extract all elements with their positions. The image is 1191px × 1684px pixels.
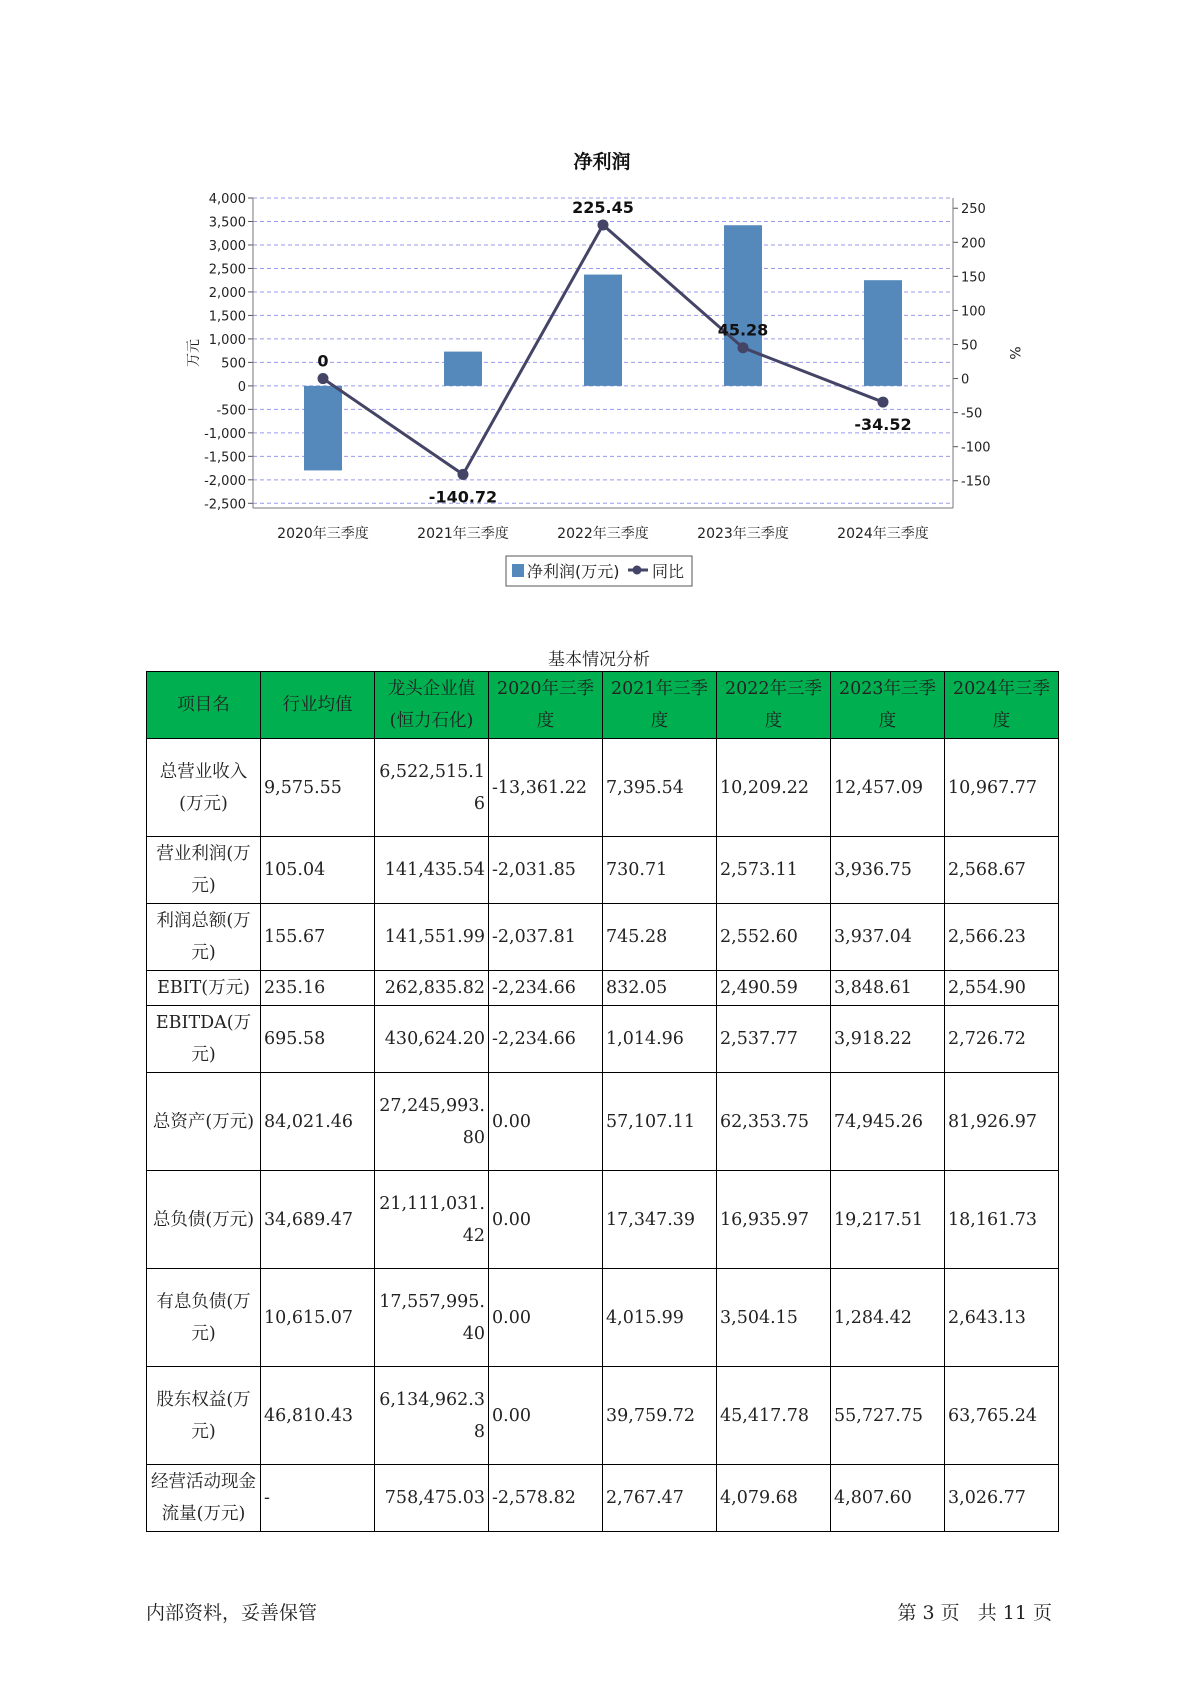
row-value-cell: 3,936.75: [831, 837, 945, 904]
y-tick-label: 3,500: [208, 215, 246, 231]
bar-net-profit: [584, 275, 622, 386]
row-value-cell: 4,015.99: [603, 1269, 717, 1367]
row-value-cell: 2,554.90: [945, 971, 1059, 1006]
yoy-point: [458, 469, 469, 480]
row-value-cell: 0.00: [489, 1367, 603, 1465]
row-item-name: 总营业收入(万元): [147, 739, 261, 837]
y-tick-label: 3,000: [208, 238, 246, 254]
legend-bar-label: 净利润(万元): [527, 562, 620, 581]
y-right-tick-label: 250: [961, 202, 986, 218]
chart-title: 净利润: [573, 151, 631, 173]
row-value-cell: -13,361.22: [489, 739, 603, 837]
row-value-cell: -2,234.66: [489, 1006, 603, 1073]
header-2020q3: 2020年三季度: [489, 672, 603, 739]
y-tick-label: -2,500: [204, 497, 246, 513]
y-tick-label: 4,000: [208, 192, 246, 207]
y-right-tick-label: 50: [961, 338, 978, 354]
yoy-point: [318, 373, 329, 384]
x-tick-label: 2023年三季度: [697, 526, 789, 542]
table-title: 基本情况分析: [548, 650, 650, 670]
header-2023q3: 2023年三季度: [831, 672, 945, 739]
y-axis-label: 万元: [186, 339, 202, 367]
row-value-cell: 45,417.78: [717, 1367, 831, 1465]
row-value-cell: 3,848.61: [831, 971, 945, 1006]
y-tick-label: -2,000: [204, 473, 246, 489]
row-value-cell: -2,234.66: [489, 971, 603, 1006]
yoy-data-label: -34.52: [854, 415, 912, 435]
chart-x-ticks: [277, 525, 929, 542]
row-value-cell: 3,026.77: [945, 1465, 1059, 1532]
row-value-cell: 10,615.07: [261, 1269, 375, 1367]
row-value-cell: 758,475.03: [375, 1465, 489, 1532]
bar-net-profit: [724, 225, 762, 386]
row-value-cell: 6,134,962.38: [375, 1367, 489, 1465]
footer-confidential-note: 内部资料，妥善保管: [146, 1602, 318, 1624]
table-row: [147, 971, 1059, 1006]
table-row: [147, 1367, 1059, 1465]
yoy-data-label: 0: [317, 351, 329, 371]
row-value-cell: 55,727.75: [831, 1367, 945, 1465]
table-row: [147, 1465, 1059, 1532]
row-value-cell: 2,568.67: [945, 837, 1059, 904]
y-tick-label: -500: [216, 403, 246, 419]
table-row: [147, 904, 1059, 971]
row-value-cell: 2,767.47: [603, 1465, 717, 1532]
header-leader-value: 龙头企业值(恒力石化): [375, 672, 489, 739]
table-header-row: [147, 672, 1059, 739]
y-right-tick-label: -50: [961, 406, 983, 422]
row-value-cell: 262,835.82: [375, 971, 489, 1006]
row-value-cell: 2,566.23: [945, 904, 1059, 971]
yoy-point: [878, 397, 889, 408]
row-value-cell: 4,079.68: [717, 1465, 831, 1532]
row-value-cell: 105.04: [261, 837, 375, 904]
y-right-tick-label: 200: [961, 236, 986, 252]
yoy-data-label: 45.28: [717, 320, 769, 340]
legend-line-label: 同比: [652, 562, 685, 581]
header-2024q3: 2024年三季度: [945, 672, 1059, 739]
row-value-cell: 695.58: [261, 1006, 375, 1073]
y-axis-right-label: %: [1006, 346, 1022, 360]
row-value-cell: 27,245,993.80: [375, 1073, 489, 1171]
y-right-tick-label: 0: [961, 372, 970, 388]
row-value-cell: 2,537.77: [717, 1006, 831, 1073]
table-row: [147, 739, 1059, 837]
row-value-cell: 46,810.43: [261, 1367, 375, 1465]
row-value-cell: 16,935.97: [717, 1171, 831, 1269]
row-value-cell: 1,014.96: [603, 1006, 717, 1073]
footer-page-number: 第 3 页 共 11 页: [897, 1602, 1052, 1624]
table-row: [147, 1006, 1059, 1073]
row-value-cell: 9,575.55: [261, 739, 375, 837]
row-value-cell: 63,765.24: [945, 1367, 1059, 1465]
row-value-cell: 832.05: [603, 971, 717, 1006]
bar-net-profit: [864, 280, 902, 386]
header-2022q3: 2022年三季度: [717, 672, 831, 739]
row-value-cell: 34,689.47: [261, 1171, 375, 1269]
legend-bar-swatch: [512, 564, 524, 577]
row-value-cell: 57,107.11: [603, 1073, 717, 1171]
row-value-cell: 2,643.13: [945, 1269, 1059, 1367]
y-right-tick-label: 100: [961, 304, 986, 320]
table-row: [147, 1073, 1059, 1171]
table-row: [147, 837, 1059, 904]
row-value-cell: 141,435.54: [375, 837, 489, 904]
row-item-name: 有息负债(万元): [147, 1269, 261, 1367]
chart-legend: [506, 556, 692, 586]
table-row: [147, 1171, 1059, 1269]
row-value-cell: 74,945.26: [831, 1073, 945, 1171]
table-row: [147, 1269, 1059, 1367]
yoy-data-label: 225.45: [572, 197, 634, 217]
y-right-tick-label: 150: [961, 270, 986, 286]
row-value-cell: 2,573.11: [717, 837, 831, 904]
row-value-cell: 17,557,995.40: [375, 1269, 489, 1367]
row-value-cell: 4,807.60: [831, 1465, 945, 1532]
row-value-cell: 0.00: [489, 1073, 603, 1171]
y-tick-label: 2,500: [208, 262, 246, 278]
row-value-cell: 6,522,515.16: [375, 739, 489, 837]
row-value-cell: 0.00: [489, 1269, 603, 1367]
header-item-name: 项目名: [147, 672, 261, 739]
row-value-cell: -: [261, 1465, 375, 1532]
row-value-cell: 745.28: [603, 904, 717, 971]
x-tick-label: 2024年三季度: [837, 526, 929, 542]
row-value-cell: -2,578.82: [489, 1465, 603, 1532]
row-value-cell: 2,490.59: [717, 971, 831, 1006]
row-value-cell: 10,209.22: [717, 739, 831, 837]
y-tick-label: 0: [237, 379, 246, 395]
row-item-name: 利润总额(万元): [147, 904, 261, 971]
row-item-name: 经营活动现金流量(万元): [147, 1465, 261, 1532]
row-value-cell: 1,284.42: [831, 1269, 945, 1367]
row-value-cell: 21,111,031.42: [375, 1171, 489, 1269]
row-item-name: EBITDA(万元): [147, 1006, 261, 1073]
row-value-cell: 17,347.39: [603, 1171, 717, 1269]
row-value-cell: 84,021.46: [261, 1073, 375, 1171]
row-item-name: EBIT(万元): [147, 971, 261, 1006]
row-value-cell: 235.16: [261, 971, 375, 1006]
row-value-cell: 3,918.22: [831, 1006, 945, 1073]
header-2021q3: 2021年三季度: [603, 672, 717, 739]
row-value-cell: 19,217.51: [831, 1171, 945, 1269]
yoy-data-label: -140.72: [428, 487, 498, 507]
legend-line-marker: [633, 566, 642, 575]
row-value-cell: 12,457.09: [831, 739, 945, 837]
row-value-cell: 39,759.72: [603, 1367, 717, 1465]
row-value-cell: 18,161.73: [945, 1171, 1059, 1269]
row-value-cell: 81,926.97: [945, 1073, 1059, 1171]
row-value-cell: 3,937.04: [831, 904, 945, 971]
row-value-cell: 62,353.75: [717, 1073, 831, 1171]
header-industry-avg: 行业均值: [261, 672, 375, 739]
y-tick-label: 500: [221, 356, 246, 372]
y-tick-label: -1,500: [204, 450, 246, 466]
row-value-cell: 2,726.72: [945, 1006, 1059, 1073]
row-value-cell: -2,037.81: [489, 904, 603, 971]
basic-analysis-table: [146, 671, 1059, 1532]
row-value-cell: 430,624.20: [375, 1006, 489, 1073]
y-tick-label: 1,000: [208, 332, 246, 348]
row-value-cell: 7,395.54: [603, 739, 717, 837]
x-tick-label: 2022年三季度: [557, 526, 649, 542]
yoy-point: [738, 342, 749, 353]
net-profit-chart: [0, 0, 1191, 630]
row-item-name: 总负债(万元): [147, 1171, 261, 1269]
row-value-cell: 0.00: [489, 1171, 603, 1269]
bar-net-profit: [444, 352, 482, 386]
row-value-cell: 10,967.77: [945, 739, 1059, 837]
y-right-tick-label: -150: [961, 474, 991, 490]
row-value-cell: 155.67: [261, 904, 375, 971]
y-right-tick-label: -100: [961, 440, 991, 456]
row-item-name: 营业利润(万元): [147, 837, 261, 904]
x-tick-label: 2021年三季度: [417, 526, 509, 542]
row-item-name: 总资产(万元): [147, 1073, 261, 1171]
yoy-point: [598, 219, 609, 230]
row-value-cell: 3,504.15: [717, 1269, 831, 1367]
row-item-name: 股东权益(万元): [147, 1367, 261, 1465]
row-value-cell: 141,551.99: [375, 904, 489, 971]
row-value-cell: -2,031.85: [489, 837, 603, 904]
x-tick-label: 2020年三季度: [277, 526, 369, 542]
y-tick-label: 2,000: [208, 285, 246, 301]
row-value-cell: 2,552.60: [717, 904, 831, 971]
bar-net-profit: [304, 386, 342, 471]
y-tick-label: -1,000: [204, 426, 246, 442]
y-tick-label: 1,500: [208, 309, 246, 325]
row-value-cell: 730.71: [603, 837, 717, 904]
